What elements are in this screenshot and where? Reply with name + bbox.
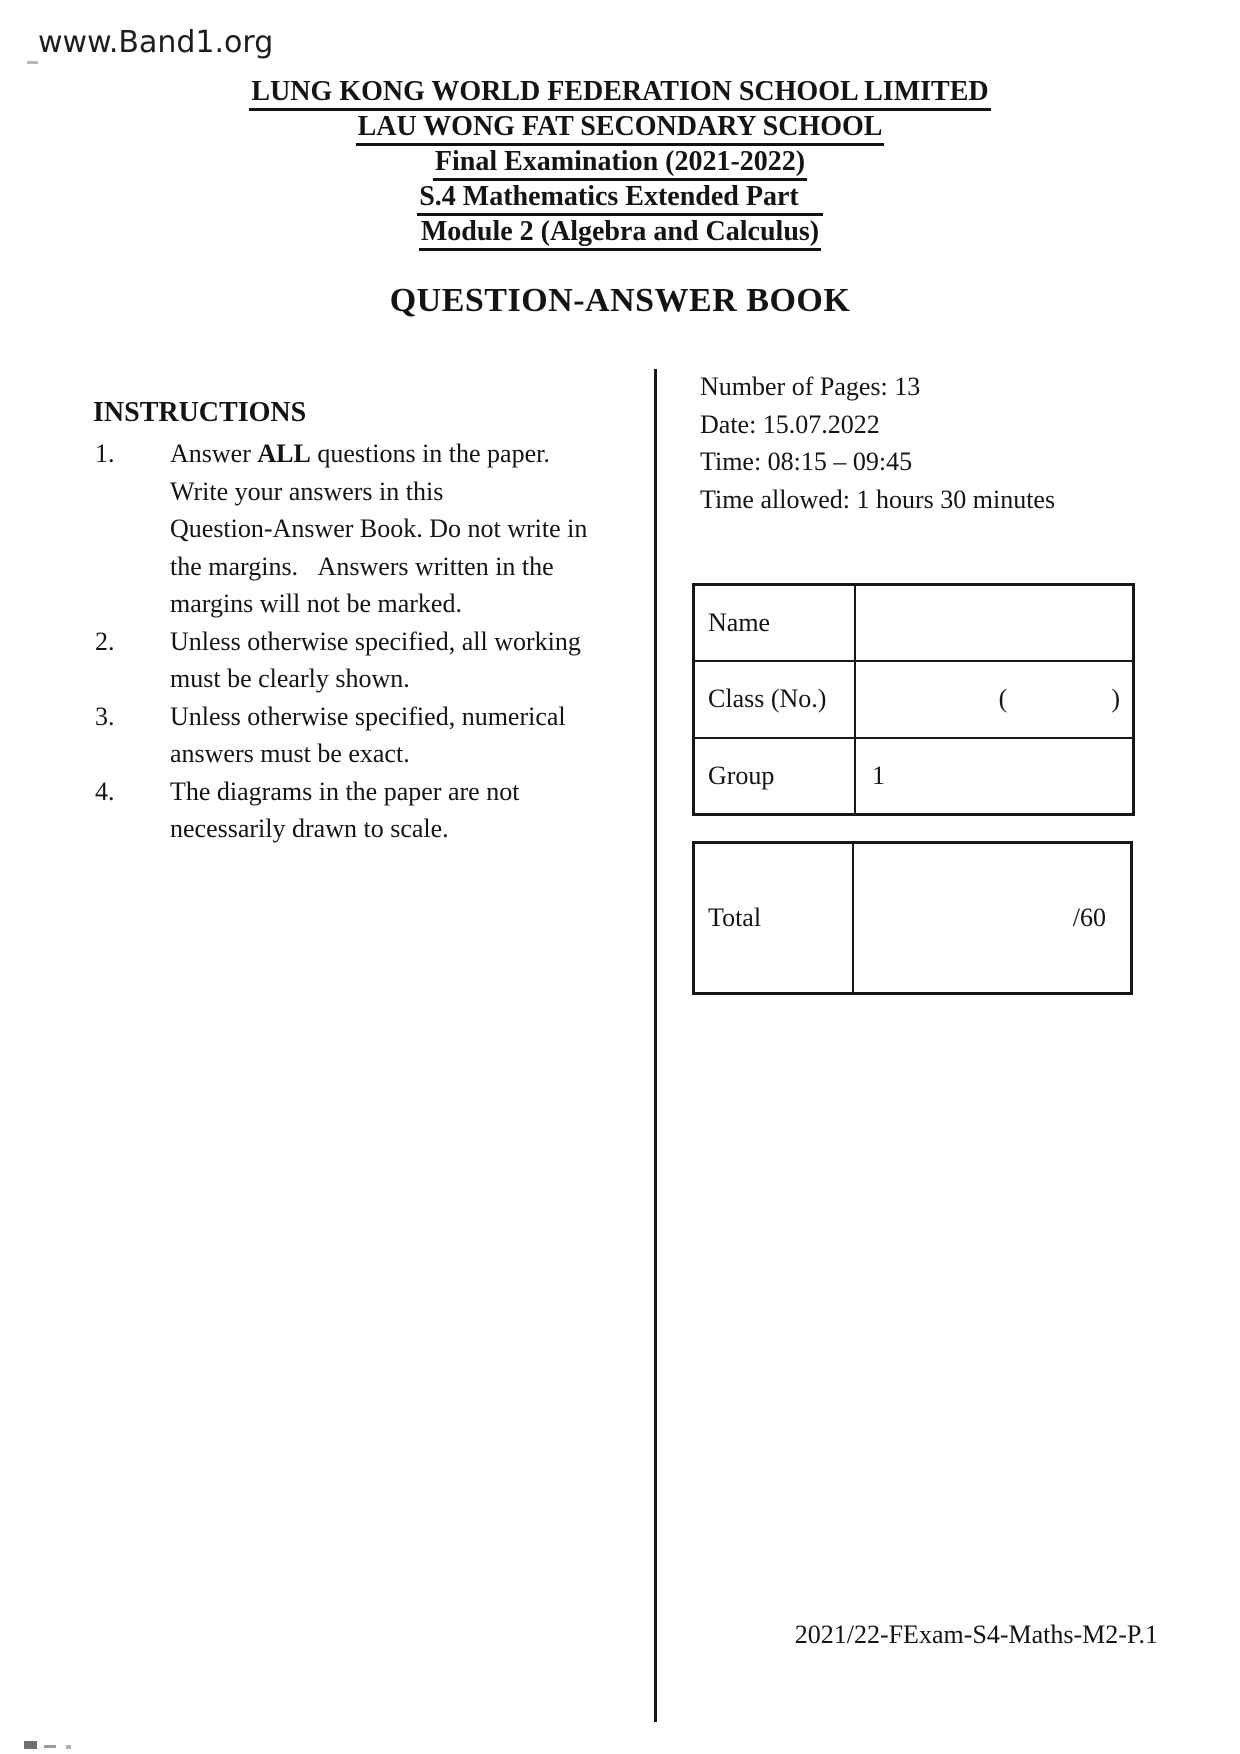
item-line-bold: ALL [257, 439, 311, 468]
total-value: /60 [1072, 903, 1106, 932]
school-name: LUNG KONG WORLD FEDERATION SCHOOL LIMITED [249, 76, 990, 111]
exam-info [700, 368, 1055, 518]
item-line: answers must be exact. [170, 739, 410, 768]
item-line: Unless otherwise specified, numerical [170, 701, 566, 731]
instruction-item [95, 435, 588, 623]
table-row [695, 586, 1132, 660]
item-text [170, 698, 566, 773]
scan-artifact [44, 1745, 56, 1748]
table-row [695, 660, 1132, 736]
item-line: Question-Answer Book. Do not write in [170, 514, 588, 543]
header-line [0, 74, 1240, 109]
header-line [0, 214, 1240, 249]
instructions-list [95, 435, 588, 848]
instruction-item [95, 623, 581, 698]
name-label: Name [695, 586, 856, 660]
item-text [170, 773, 565, 848]
total-score-table [692, 841, 1133, 995]
header-line [0, 109, 1240, 144]
item-line: must be clearly shown. [170, 664, 410, 693]
item-number: 3. [95, 701, 115, 731]
module-title: Module 2 (Algebra and Calculus) [419, 216, 821, 251]
name-value [856, 586, 1132, 660]
item-number: 2. [95, 626, 115, 656]
exam-date: Date: 15.07.2022 [700, 409, 880, 439]
item-number: 1. [95, 439, 115, 468]
item-line: The diagrams in the paper are not [170, 776, 520, 806]
item-line: Write your answers in this [170, 476, 444, 506]
book-title: QUESTION-ANSWER BOOK [389, 282, 851, 319]
item-line-text: questions in the paper. [310, 439, 550, 468]
instruction-item [95, 698, 565, 773]
instructions-heading: INSTRUCTIONS [93, 397, 307, 428]
header-line [0, 179, 1240, 214]
item-text [170, 435, 587, 623]
student-info-table [692, 583, 1135, 816]
item-line: margins will not be marked. [170, 589, 462, 618]
item-line: necessarily drawn to scale. [170, 814, 449, 843]
table-row [695, 737, 1132, 813]
exam-time: Time: 08:15 – 09:45 [700, 447, 913, 476]
scan-artifact [66, 1745, 71, 1749]
item-text [170, 623, 581, 698]
paper-code: 2021/22-FExam-S4-Maths-M2-P.1 [794, 1620, 1158, 1649]
column-divider [654, 369, 657, 1722]
item-line: the margins. Answers written in the [170, 551, 554, 581]
subject-title: S.4 Mathematics Extended Part [417, 181, 823, 216]
time-allowed: Time allowed: 1 hours 30 minutes [700, 484, 1056, 514]
group-label: Group [695, 739, 856, 813]
number-of-pages: Number of Pages: 13 [700, 372, 921, 401]
item-line-text: Answer [170, 439, 258, 468]
item-line [170, 435, 587, 473]
class-no-label: Class (No.) [695, 662, 856, 736]
school-header [0, 74, 1240, 249]
secondary-school-name: LAU WONG FAT SECONDARY SCHOOL [356, 111, 885, 146]
class-no-value: ( ) [998, 684, 1120, 714]
exam-title: Final Examination (2021-2022) [433, 146, 807, 181]
scan-artifact [24, 1741, 37, 1749]
item-line: Unless otherwise specified, all working [170, 626, 581, 656]
group-value: 1 [872, 760, 885, 790]
scan-artifact [27, 61, 38, 64]
header-line [0, 144, 1240, 179]
band1-watermark: www.Band1.org [38, 25, 274, 60]
instruction-item [95, 773, 565, 848]
item-number: 4. [95, 776, 115, 806]
total-label: Total [695, 844, 854, 992]
